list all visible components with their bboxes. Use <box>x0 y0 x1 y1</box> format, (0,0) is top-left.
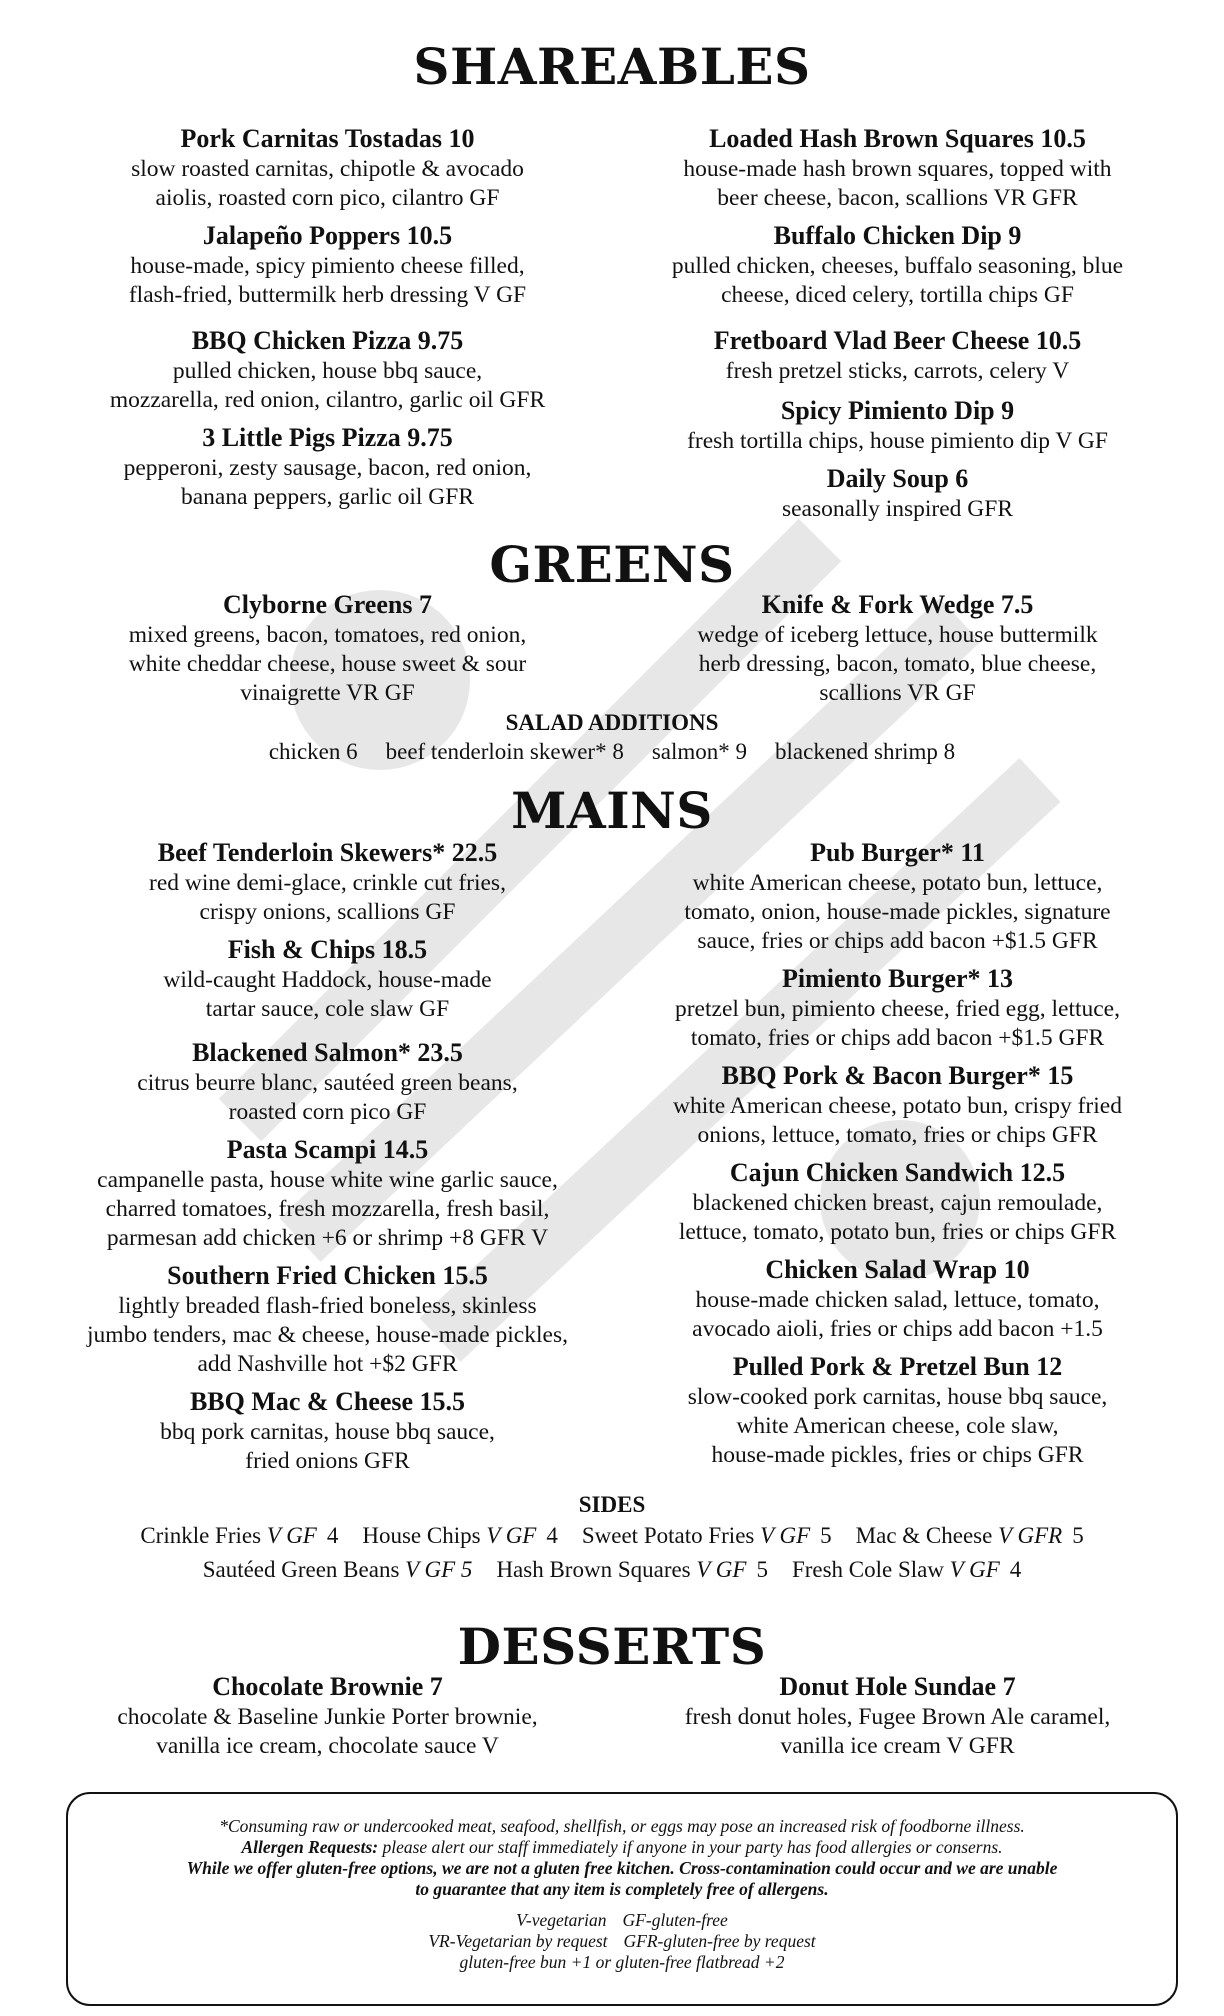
mains-right-column <box>620 836 1175 1470</box>
raw-food-warning: *Consuming raw or undercooked meat, seafood, shellfish, or eggs may pose an increased risk of foodborne illness. <box>219 1816 1025 1836</box>
menu-item-name: Pulled Pork & Pretzel Bun 12 <box>732 1352 1063 1381</box>
side-item-tag: V GF <box>949 1557 1000 1582</box>
section-title-desserts: DESSERTS <box>457 1617 767 1676</box>
side-item-price: 4 <box>1009 1557 1022 1582</box>
menu-item-description: house-made pickles, fries or chips GFR <box>711 1442 1084 1468</box>
menu-item <box>50 1133 605 1253</box>
side-item <box>362 1523 558 1548</box>
side-item <box>582 1523 832 1548</box>
gluten-free-warning-1: While we offer gluten-free options, we are not a gluten free kitchen. Cross-contamination could occur and we are unable <box>186 1858 1058 1878</box>
menu-item <box>50 1259 605 1379</box>
allergen-text: please alert our staff immediately if anyone in your party has food allergies or conserns. <box>378 1837 1003 1857</box>
menu-item-description: fresh tortilla chips, house pimiento dip V GF <box>687 428 1108 454</box>
menu-item-description: flash-fried, buttermilk herb dressing V GF <box>128 282 527 308</box>
menu-item <box>50 933 605 1024</box>
menu-item-description: lettuce, tomato, potato bun, fries or chips GFR <box>678 1219 1117 1245</box>
menu-item-description: beer cheese, bacon, scallions VR GFR <box>717 185 1078 211</box>
menu-item-description: slow roasted carnitas, chipotle & avocado <box>131 156 524 182</box>
menu-item-description: wedge of iceberg lettuce, house buttermilk <box>697 622 1098 648</box>
legend-row <box>68 1910 1176 1931</box>
menu-item-description: charred tomatoes, fresh mozzarella, fresh basil, <box>105 1196 550 1222</box>
desserts-right-column <box>620 1670 1175 1761</box>
menu-item-description: crispy onions, scallions GF <box>199 899 456 925</box>
menu-item-name: Knife & Fork Wedge 7.5 <box>761 590 1034 619</box>
menu-item-description: white American cheese, potato bun, crispy fried <box>673 1093 1122 1119</box>
salad-addition: chicken 6 <box>268 739 358 764</box>
side-item-tag: V GF <box>696 1557 747 1582</box>
menu-item-name: Southern Fried Chicken 15.5 <box>167 1261 488 1290</box>
side-item-price: 5 <box>820 1523 832 1548</box>
side-item-price: 5 <box>756 1557 768 1582</box>
menu-item <box>50 1670 605 1761</box>
menu-item <box>620 1156 1175 1247</box>
menu-item-description: pretzel bun, pimiento cheese, fried egg, lettuce, <box>674 996 1120 1022</box>
side-item-name: Sautéed Green Beans <box>202 1557 406 1582</box>
menu-item-name: BBQ Mac & Cheese 15.5 <box>189 1387 466 1416</box>
sides-title: SIDES <box>578 1492 646 1517</box>
allergen-label: Allergen Requests: <box>241 1837 379 1857</box>
menu-item <box>620 588 1175 708</box>
section-title-greens: GREENS <box>489 535 735 594</box>
salad-addition: beef tenderloin skewer* 8 <box>385 739 624 764</box>
menu-item-name: Clyborne Greens 7 <box>223 590 432 619</box>
menu-item <box>50 324 605 415</box>
side-item-name: Mac & Cheese <box>855 1523 999 1548</box>
menu-item-description: house-made, spicy pimiento cheese filled, <box>130 253 525 279</box>
salad-additions-list <box>0 737 1224 767</box>
menu-item <box>50 1385 605 1476</box>
menu-item-description: banana peppers, garlic oil GFR <box>180 484 474 510</box>
menu-item-name: Daily Soup 6 <box>826 464 969 493</box>
side-item-name: House Chips <box>362 1523 487 1548</box>
sides-row-2 <box>0 1553 1224 1587</box>
greens-right-column <box>620 588 1175 708</box>
menu-item-description: red wine demi-glace, crinkle cut fries, <box>149 870 506 896</box>
legend-row <box>68 1952 1176 1973</box>
menu-item-name: Donut Hole Sundae 7 <box>779 1672 1016 1701</box>
section-title-mains: MAINS <box>511 781 713 840</box>
menu-item-description: house-made hash brown squares, topped with <box>683 156 1112 182</box>
menu-item <box>50 1036 605 1127</box>
menu-item-name: Fretboard Vlad Beer Cheese 10.5 <box>713 326 1082 355</box>
menu-item-description: avocado aioli, fries or chips add bacon +1.5 <box>692 1316 1103 1342</box>
menu-item-description: slow-cooked pork carnitas, house bbq sauce, <box>687 1384 1108 1410</box>
section-title-shareables: SHAREABLES <box>413 37 811 96</box>
menu-item <box>620 1670 1175 1761</box>
menu-item-name: Pimiento Burger* 13 <box>781 964 1014 993</box>
menu-item-description: aiolis, roasted corn pico, cilantro GF <box>155 185 500 211</box>
side-item <box>856 1523 1084 1548</box>
menu-item-name: Beef Tenderloin Skewers* 22.5 <box>157 838 498 867</box>
gluten-free-warning-2: to guarantee that any item is completely free of allergens. <box>415 1879 829 1899</box>
menu-item-description: onions, lettuce, tomato, fries or chips GFR <box>697 1122 1098 1148</box>
menu-item-description: mixed greens, bacon, tomatoes, red onion, <box>128 622 527 648</box>
menu-item <box>620 836 1175 956</box>
menu-item-description: mozzarella, red onion, cilantro, garlic oil GFR <box>109 387 546 413</box>
side-item <box>792 1557 1021 1582</box>
menu-item <box>620 462 1175 524</box>
legend-row <box>68 1931 1176 1952</box>
menu-item-name: Cajun Chicken Sandwich 12.5 <box>729 1158 1066 1187</box>
menu-item-description: sauce, fries or chips add bacon +$1.5 GFR <box>697 928 1098 954</box>
menu-item-description: white American cheese, cole slaw, <box>736 1413 1059 1439</box>
menu-item-description: vinaigrette VR GF <box>240 680 415 706</box>
menu-item-name: Chocolate Brownie 7 <box>212 1672 443 1701</box>
menu-item-description: blackened chicken breast, cajun remoulade, <box>692 1190 1103 1216</box>
menu-item-description: pulled chicken, house bbq sauce, <box>172 358 483 384</box>
menu-item <box>50 421 605 512</box>
menu-item-description: house-made chicken salad, lettuce, tomato, <box>695 1287 1100 1313</box>
side-item-tag: V GF <box>486 1523 537 1548</box>
shareables-right-column <box>620 122 1175 524</box>
salad-additions-title: SALAD ADDITIONS <box>505 710 719 735</box>
menu-item <box>50 122 605 213</box>
side-item-name: Sweet Potato Fries <box>581 1523 761 1548</box>
menu-item-description: scallions VR GF <box>819 680 976 706</box>
side-item-price: 4 <box>546 1523 558 1548</box>
menu-item <box>620 394 1175 456</box>
menu-item-name: Buffalo Chicken Dip 9 <box>773 221 1022 250</box>
legend-entry: V-vegetarian <box>516 1910 607 1930</box>
menu-item-description: tomato, fries or chips add bacon +$1.5 GFR <box>690 1025 1105 1051</box>
dietary-legend <box>68 1910 1176 1973</box>
side-item-tag: V GF <box>760 1523 811 1548</box>
side-item-tag: V GF 5 <box>405 1557 473 1582</box>
sides-block <box>0 1490 1224 1587</box>
allergen-disclaimer-box <box>66 1792 1178 2006</box>
menu-item <box>50 836 605 927</box>
menu-item-description: fresh pretzel sticks, carrots, celery V <box>725 358 1070 384</box>
menu-item-name: Pub Burger* 11 <box>810 838 985 867</box>
menu-item-description: pulled chicken, cheeses, buffalo seasoning, blue <box>671 253 1124 279</box>
allergen-request-line <box>68 1837 1176 1858</box>
menu-item <box>50 588 605 708</box>
menu-item-description: white cheddar cheese, house sweet & sour <box>128 651 527 677</box>
sides-row-1 <box>0 1519 1224 1553</box>
menu-item-name: Blackened Salmon* 23.5 <box>192 1038 463 1067</box>
side-item-tag: V GFR <box>998 1523 1063 1548</box>
menu-item-description: roasted corn pico GF <box>228 1099 427 1125</box>
salad-additions <box>0 708 1224 767</box>
menu-item-description: vanilla ice cream, chocolate sauce V <box>156 1733 499 1759</box>
side-item-price: 5 <box>1072 1523 1084 1548</box>
legend-entry: GFR-gluten-free by request <box>623 1931 816 1951</box>
menu-item <box>620 324 1175 386</box>
menu-item-name: 3 Little Pigs Pizza 9.75 <box>202 423 453 452</box>
menu-item-description: cheese, diced celery, tortilla chips GF <box>721 282 1074 308</box>
menu-item-name: Spicy Pimiento Dip 9 <box>780 396 1015 425</box>
menu-item <box>620 1253 1175 1344</box>
menu-item-description: bbq pork carnitas, house bbq sauce, <box>160 1419 495 1445</box>
salad-addition: blackened shrimp 8 <box>775 739 956 764</box>
menu-item-name: BBQ Pork & Bacon Burger* 15 <box>721 1061 1074 1090</box>
menu-item-description: jumbo tenders, mac & cheese, house-made pickles, <box>87 1322 568 1348</box>
shareables-left-column <box>50 122 605 512</box>
menu-item-name: Pasta Scampi 14.5 <box>226 1135 429 1164</box>
menu-item-name: Chicken Salad Wrap 10 <box>765 1255 1030 1284</box>
side-item-price: 4 <box>326 1523 339 1548</box>
menu-item <box>620 219 1175 310</box>
menu-item-description: tomato, onion, house-made pickles, signature <box>684 899 1111 925</box>
side-item <box>203 1557 473 1582</box>
menu-item-description: fresh donut holes, Fugee Brown Ale caramel, <box>684 1704 1111 1730</box>
salad-addition: salmon* 9 <box>651 739 748 764</box>
legend-entry: VR-Vegetarian by request <box>428 1931 608 1951</box>
menu-item-description: white American cheese, potato bun, lettuce, <box>692 870 1103 896</box>
menu-item-description: vanilla ice cream V GFR <box>780 1733 1015 1759</box>
menu-item-name: Loaded Hash Brown Squares 10.5 <box>709 124 1086 153</box>
side-item-tag: V GF <box>266 1523 317 1548</box>
menu-item-description: tartar sauce, cole slaw GF <box>205 996 450 1022</box>
menu-item-name: Fish & Chips 18.5 <box>227 935 428 964</box>
menu-item-name: Pork Carnitas Tostadas 10 <box>180 124 475 153</box>
side-item <box>496 1557 768 1582</box>
legend-entry: gluten-free bun +1 or gluten-free flatbread +2 <box>459 1952 785 1972</box>
desserts-left-column <box>50 1670 605 1761</box>
menu-item-description: pepperoni, zesty sausage, bacon, red onion, <box>123 455 532 481</box>
menu-item <box>620 1350 1175 1470</box>
menu-item-description: seasonally inspired GFR <box>781 496 1014 522</box>
menu-item-description: citrus beurre blanc, sautéed green beans, <box>137 1070 518 1096</box>
side-item <box>140 1523 338 1548</box>
legend-entry: GF-gluten-free <box>622 1910 728 1930</box>
menu-item-description: chocolate & Baseline Junkie Porter brownie, <box>117 1704 538 1730</box>
menu-item-name: Jalapeño Poppers 10.5 <box>202 221 453 250</box>
menu-item <box>620 122 1175 213</box>
menu-item <box>620 962 1175 1053</box>
menu-item-name: BBQ Chicken Pizza 9.75 <box>191 326 464 355</box>
menu-item-description: add Nashville hot +$2 GFR <box>197 1351 458 1377</box>
menu-item-description: campanelle pasta, house white wine garlic sauce, <box>97 1167 558 1193</box>
side-item-name: Crinkle Fries <box>140 1523 267 1548</box>
menu-item-description: herb dressing, bacon, tomato, blue cheese, <box>698 651 1097 677</box>
menu-item <box>620 1059 1175 1150</box>
menu-item-description: lightly breaded flash-fried boneless, skinless <box>118 1293 537 1319</box>
side-item-name: Hash Brown Squares <box>496 1557 697 1582</box>
menu-item-description: wild-caught Haddock, house-made <box>163 967 492 993</box>
mains-left-column <box>50 836 605 1476</box>
menu-item <box>50 219 605 310</box>
side-item-name: Fresh Cole Slaw <box>791 1557 950 1582</box>
greens-left-column <box>50 588 605 708</box>
menu-item-description: fried onions GFR <box>245 1448 410 1474</box>
menu-item-description: parmesan add chicken +6 or shrimp +8 GFR V <box>106 1225 549 1251</box>
